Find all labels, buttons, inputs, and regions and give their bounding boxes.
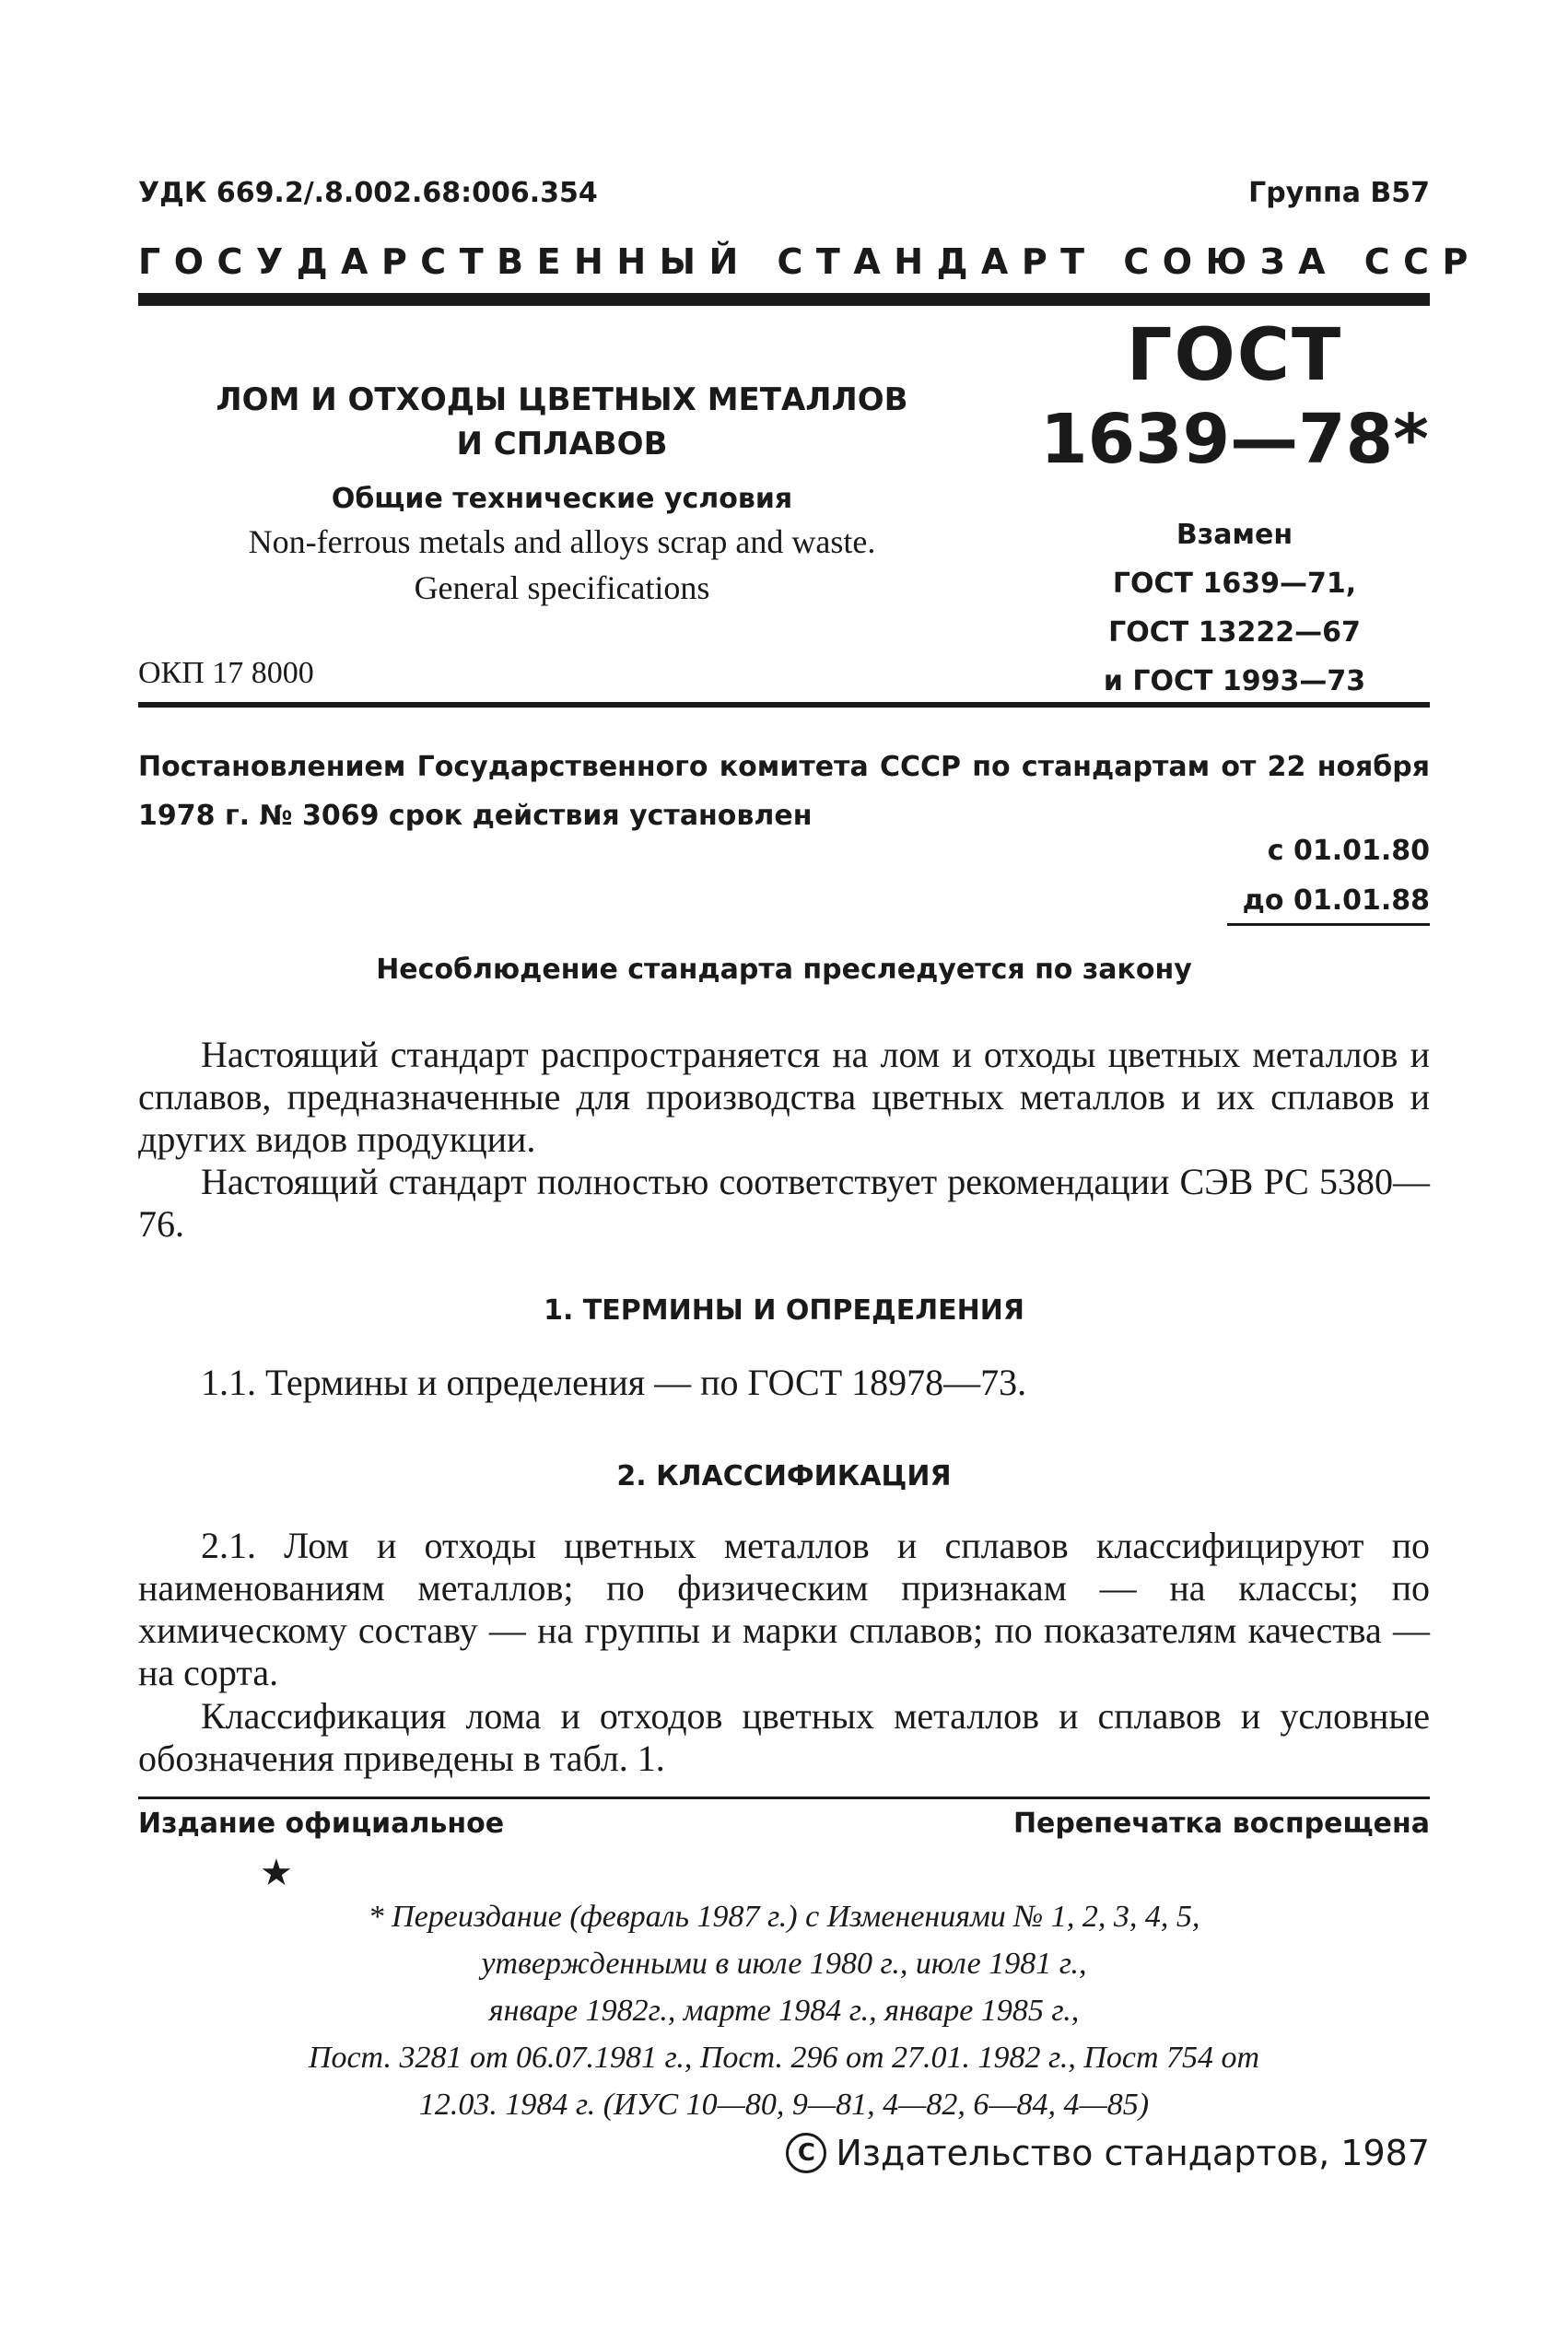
okp-code: ОКП 17 8000	[138, 656, 314, 690]
gost-label: ГОСТ	[1126, 314, 1343, 397]
reprint-notice: Перепечатка воспрещена	[1012, 1808, 1430, 1840]
gost-number: 1639—78*	[1040, 400, 1429, 479]
udk-code: УДК 669.2/.8.002.68:006.354	[138, 177, 598, 209]
date-underline	[1227, 923, 1430, 926]
section-2-paragraph-1: 2.1. Лом и отходы цветных металлов и сплавов классифицируют по наименованиям металлов; по физическим признакам — на классы; по химическому составу — на группы и марки сплавов; по показателям качества — на сорта.	[138, 1525, 1430, 1693]
replaces-list	[1036, 510, 1433, 706]
gost-block	[1036, 313, 1433, 706]
replaces-item: ГОСТ 13222—67	[1108, 616, 1361, 649]
replaces-item: ГОСТ 1639—71,	[1112, 568, 1357, 600]
title-english-line-1: Non-ferrous metals and alloys scrap and waste.	[248, 523, 876, 560]
section-1-heading: 1. ТЕРМИНЫ И ОПРЕДЕЛЕНИЯ	[544, 1294, 1024, 1327]
replaces-item: Взамен	[1176, 519, 1293, 551]
reissue-note-line: утвержденными в июле 1980 г., июле 1981 г.,	[481, 1947, 1087, 1981]
intro-paragraph-1: Настоящий стандарт распространяется на лом и отходы цветных металлов и сплавов, предназначенные для производства цветных металлов и их сплавов и других видов продукции.	[138, 1034, 1430, 1160]
resolution-text: Постановлением Государственного комитета СССР по стандартам от 22 ноября 1978 г. № 3069 срок действия установлен	[138, 751, 1430, 832]
effective-date-to: до 01.01.88	[1242, 884, 1430, 917]
star-icon: ★	[260, 1852, 293, 1894]
copyright-text: Издательство стандартов, 1987	[836, 2133, 1430, 2173]
replaces-item: и ГОСТ 1993—73	[1103, 665, 1366, 697]
footer-rule	[138, 1796, 1430, 1799]
header-rule	[138, 293, 1430, 306]
reissue-note	[138, 1893, 1430, 2128]
group-code: Группа В57	[1248, 177, 1430, 209]
title-english-line-2: General specifications	[414, 569, 710, 606]
copyright-icon: C	[786, 2133, 826, 2173]
title-block	[138, 378, 986, 607]
reissue-note-line: * Переиздание (февраль 1987 г.) с Изменениями № 1, 2, 3, 4, 5,	[368, 1900, 1200, 1934]
edition-label: Издание официальное	[138, 1808, 505, 1840]
title-subtitle: Общие технические условия	[331, 483, 793, 515]
title-line-2: И СПЛАВОВ	[456, 426, 668, 462]
intro-paragraph-2: Настоящий стандарт полностью соответствует рекомендации СЭВ РС 5380—76.	[138, 1161, 1430, 1245]
effective-date-from: с 01.01.80	[1267, 835, 1430, 867]
reissue-note-line: 12.03. 1984 г. (ИУС 10—80, 9—81, 4—82, 6—84, 4—85)	[418, 2088, 1150, 2122]
section-2-heading: 2. КЛАССИФИКАЦИЯ	[616, 1460, 952, 1492]
section-2-paragraph-2: Классификация лома и отходов цветных металлов и сплавов и условные обозначения приведены в табл. 1.	[138, 1695, 1430, 1779]
law-notice: Несоблюдение стандарта преследуется по закону	[376, 954, 1192, 986]
title-rule	[138, 702, 1430, 708]
section-1-paragraph: 1.1. Термины и определения — по ГОСТ 18978—73.	[201, 1362, 1027, 1403]
reissue-note-line: Пост. 3281 от 06.07.1981 г., Пост. 296 от 27.01. 1982 г., Пост 754 от	[308, 2041, 1260, 2075]
reissue-note-line: январе 1982г., марте 1984 г., январе 1985 г.,	[488, 1994, 1080, 2028]
copyright-line	[786, 2133, 1430, 2173]
state-standard-banner: ГОСУДАРСТВЕННЫЙ СТАНДАРТ СОЮЗА ССР	[138, 241, 1481, 282]
title-line-1: ЛОМ И ОТХОДЫ ЦВЕТНЫХ МЕТАЛЛОВ	[216, 381, 908, 418]
